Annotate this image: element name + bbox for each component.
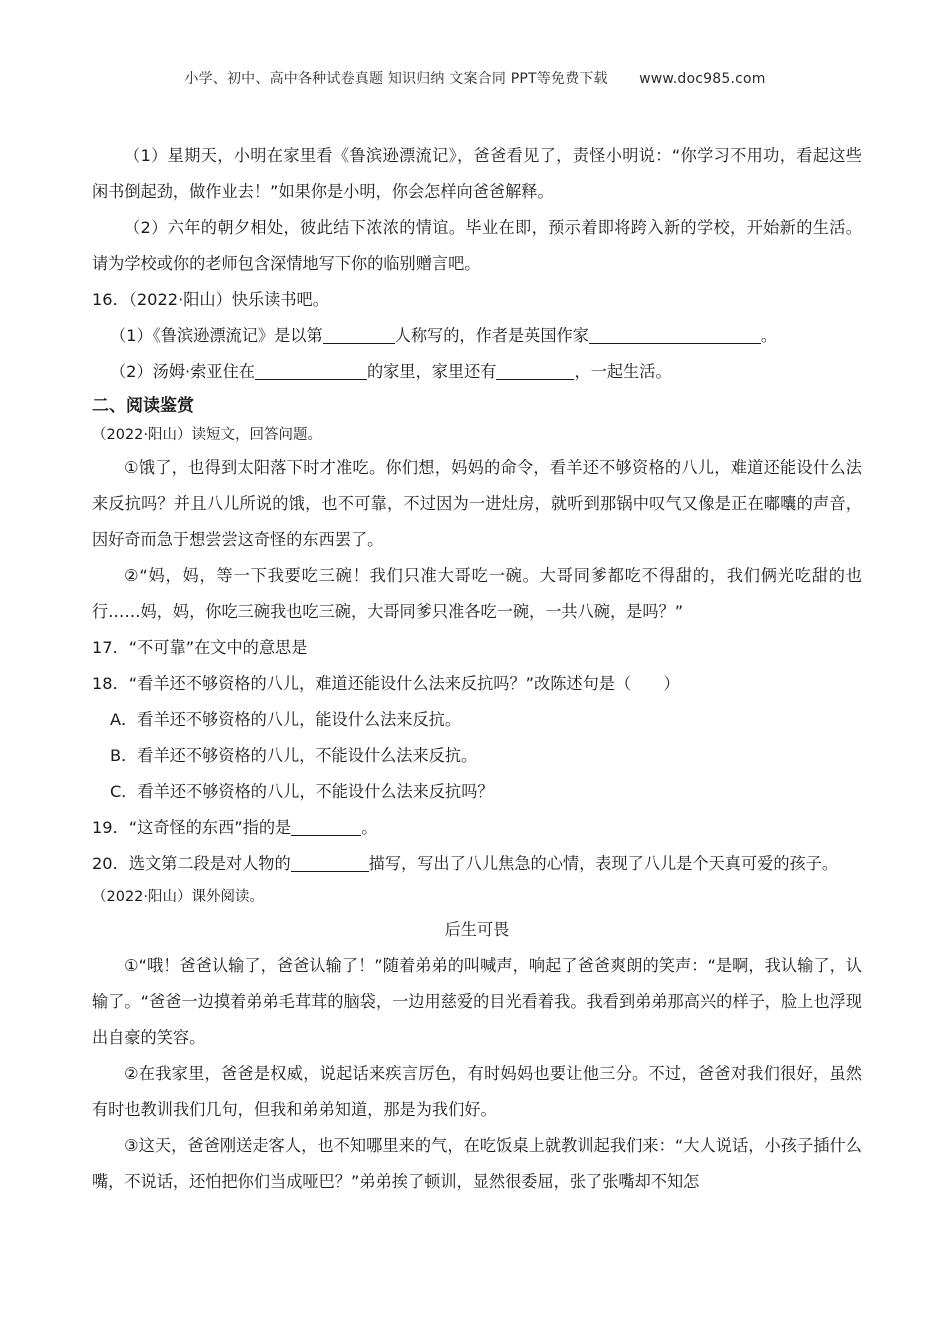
reading-2-title: 后生可畏 [444, 920, 510, 939]
question-19: 19．“这奇怪的东西”指的是 。 [92, 818, 378, 837]
answer-blank[interactable] [496, 361, 574, 380]
answer-blank[interactable] [291, 853, 369, 872]
question-18-option-a[interactable]: A．看羊还不够资格的八儿，能设什么法来反抗。 [110, 710, 462, 729]
section-title: 二、阅读鉴赏 [92, 396, 194, 416]
question-17: 17．“不可靠”在文中的意思是 [92, 638, 308, 657]
reading-source: （2022·阳山）读短文，回答问题。 [92, 427, 323, 443]
header-text: 小学、初中、高中各种试卷真题 知识归纳 文案合同 PPT等免费下载 [184, 71, 608, 87]
header-url[interactable]: www.doc985.com [639, 71, 766, 87]
reading-2-paragraph-2: ②在我家里，爸爸是权威，说起话来疾言厉色，有时妈妈也要让他三分。不过，爸爸对我们很好，虽然有时也教训我们几句，但我和弟弟知道，那是为我们好。 [92, 1064, 862, 1119]
question-16-heading: 16．（2022·阳山）快乐读书吧。 [92, 290, 329, 309]
reading-paragraph-1: ①饿了，也得到太阳落下时才准吃。你们想，妈妈的命令，看羊还不够资格的八儿，难道还能设什么法来反抗吗？并且八儿所说的饿，也不可靠，不过因为一进灶房，就听到那锅中叹气又像是正在嘟囔的声音，因好奇而急于想尝尝这奇怪的东西罢了。 [92, 458, 862, 549]
question-18-stem: 18．“看羊还不够资格的八儿，难道还能设什么法来反抗吗？”改陈述句是（ ） [92, 674, 680, 693]
document-body [92, 138, 862, 1200]
reading-2-paragraph-1: ①“哦！爸爸认输了，爸爸认输了！”随着弟弟的叫喊声，响起了爸爸爽朗的笑声：“是啊，我认输了，认输了。“爸爸一边摸着弟弟毛茸茸的脑袋，一边用慈爱的目光看着我。我看到弟弟那高兴的样子，脸上也浮现出自豪的笑容。 [92, 956, 862, 1047]
answer-blank[interactable] [589, 325, 761, 344]
reading-2-paragraph-3: ③这天，爸爸刚送走客人，也不知哪里来的气，在吃饭桌上就教训起我们来：“大人说话，小孩子插什么嘴，不说话，还怕把你们当成哑巴？”弟弟挨了顿训，显然很委屈，张了张嘴却不知怎 [92, 1136, 862, 1191]
question-15-part-1: （1）星期天，小明在家里看《鲁滨逊漂流记》，爸爸看见了，责怪小明说：“你学习不用功，看起这些闲书倒起劲，做作业去！”如果你是小明，你会怎样向爸爸解释。 [92, 146, 862, 201]
reading-paragraph-2: ②“妈，妈，等一下我要吃三碗！我们只准大哥吃一碗。大哥同爹都吃不得甜的，我们俩光吃甜的也行……妈，妈，你吃三碗我也吃三碗，大哥同爹只准各吃一碗，一共八碗，是吗？” [92, 566, 862, 621]
answer-blank[interactable] [255, 361, 367, 380]
question-15-part-2: （2）六年的朝夕相处，彼此结下浓浓的情谊。毕业在即，预示着即将跨入新的学校，开始新的生活。请为学校或你的老师包含深情地写下你的临别赠言吧。 [92, 218, 862, 273]
question-16-item-1: （1）《鲁滨逊漂流记》是以第 人称写的，作者是英国作家 。 [110, 326, 778, 345]
answer-blank[interactable] [291, 817, 361, 836]
reading-2-source: （2022·阳山）课外阅读。 [92, 889, 265, 905]
question-18-option-b[interactable]: B．看羊还不够资格的八儿，不能设什么法来反抗。 [110, 746, 478, 765]
page-header [0, 68, 950, 88]
question-20: 20．选文第二段是对人物的 描写，写出了八儿焦急的心情，表现了八儿是个天真可爱的孩子。 [92, 854, 839, 873]
question-18-option-c[interactable]: C．看羊还不够资格的八儿，不能设什么法来反抗吗？ [110, 782, 494, 801]
question-16-item-2: （2）汤姆·索亚住在 的家里，家里还有 ，一起生活。 [110, 362, 672, 381]
answer-blank[interactable] [323, 325, 395, 344]
